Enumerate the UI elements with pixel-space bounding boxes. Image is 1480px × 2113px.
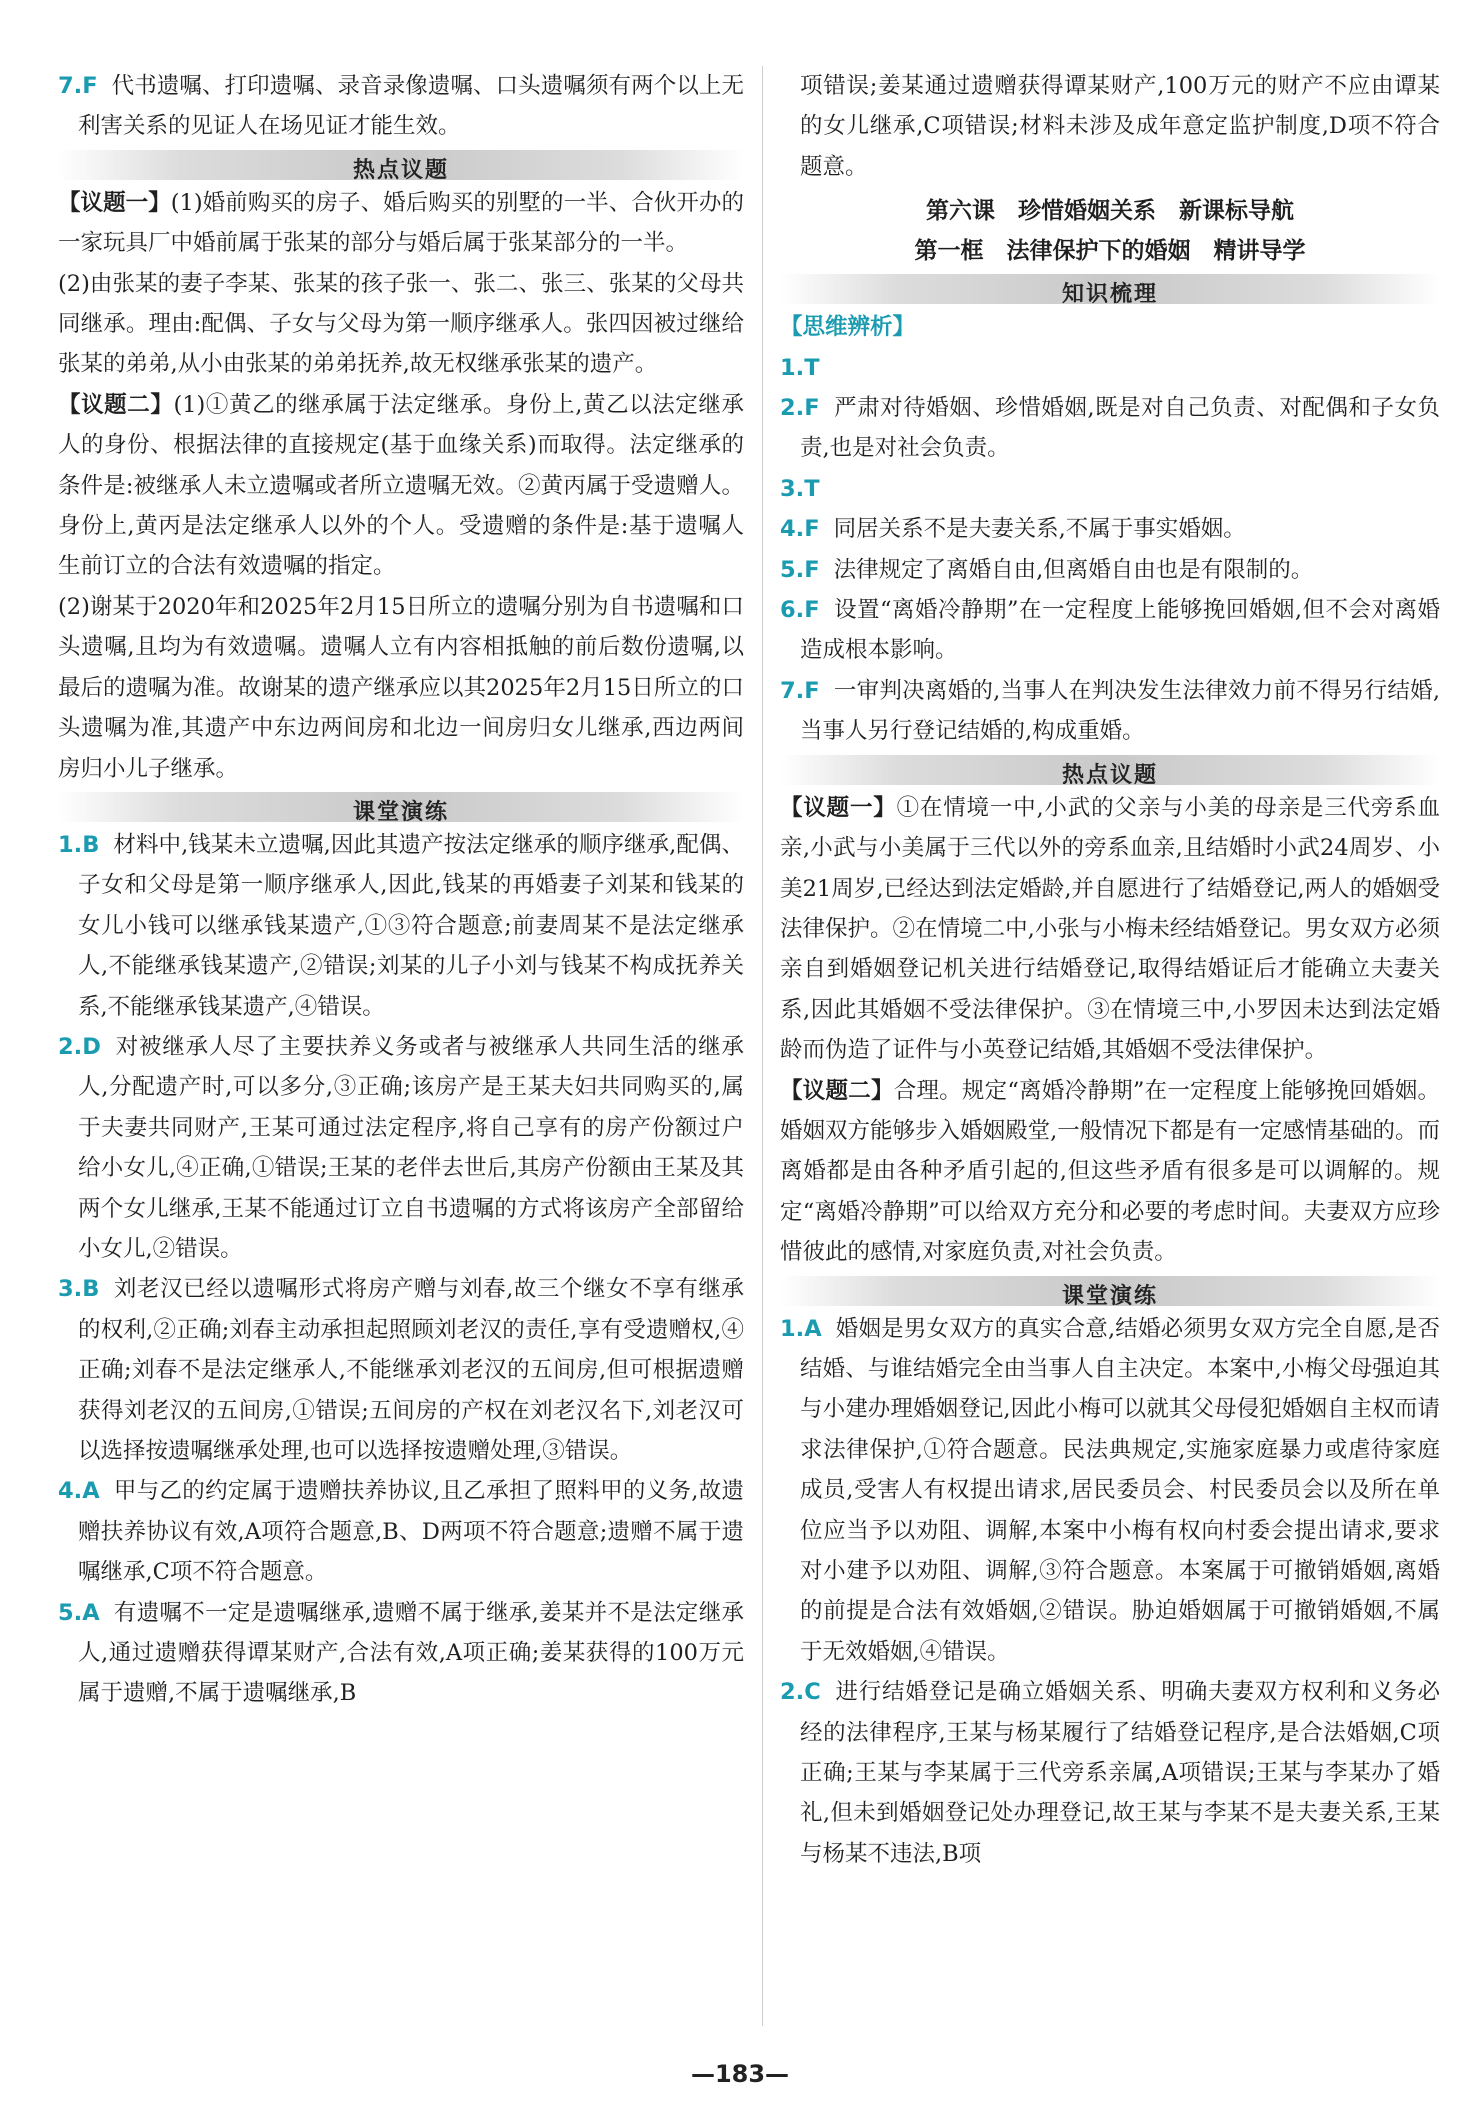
judgment-item: 7.F 一审判决离婚的,当事人在判决发生法律效力前不得另行结婚,当事人另行登记结婚的,构成重婚。: [780, 677, 1440, 745]
issue-1: 【议题一】(1)婚前购买的房子、婚后购买的别墅的一半、合伙开办的一家玩具厂中婚前属于张某的部分与婚后属于张某部分的一半。: [58, 189, 744, 257]
issue-1: 【议题一】①在情境一中,小武的父亲与小美的母亲是三代旁系血亲,小武与小美属于三代以外的旁系血亲,且结婚时小武24周岁、小美21周岁,已经达到法定婚龄,并自愿进行了结婚登记,两人的婚姻受法律保护。②在情境二中,小张与小梅未经结婚登记。男女双方必须亲自到婚姻登记机关进行结婚登记,取得结婚证后才能确立夫妻关系,因此其婚姻不受法律保护。③在情境三中,小罗因未达到法定婚龄而伪造了证件与小英登记结婚,其婚姻不受法律保护。: [780, 794, 1440, 1064]
judgment-item: 3.T: [780, 475, 820, 502]
answer-item: 1.B 材料中,钱某未立遗嘱,因此其遗产按法定继承的顺序继承,配偶、子女和父母是第一顺序继承人,因此,钱某的再婚妻子刘某和钱某的女儿小钱可以继承钱某遗产,①③符合题意;前妻周某不是法定继承人,不能继承钱某遗产,②错误;刘某的儿子小刘与钱某不构成抚养关系,不能继承钱某遗产,④错误。: [58, 831, 744, 1020]
section-header-hot-topics: 热点议题: [58, 150, 744, 180]
answer-item: 2.D 对被继承人尽了主要扶养义务或者与被继承人共同生活的继承人,分配遗产时,可以多分,③正确;该房产是王某夫妇共同购买的,属于夫妻共同财产,王某可通过法定程序,将自己享有的房产份额过户给小女儿,④正确,①错误;王某的老伴去世后,其房产份额由王某及其两个女儿继承,王某不能通过订立自书遗嘱的方式将该房产全部留给小女儿,②错误。: [58, 1033, 744, 1262]
issue-1-part-2: (2)由张某的妻子李某、张某的孩子张一、张二、张三、张某的父母共同继承。理由:配偶、子女与父母为第一顺序继承人。张四因被过继给张某的弟弟,从小由张某的弟弟抚养,故无权继承张某的遗产。: [58, 270, 744, 378]
frame-title: 第一框 法律保护下的婚姻 精讲导学: [914, 238, 1306, 265]
section-header-practice: 课堂演练: [780, 1276, 1440, 1306]
column-divider: [762, 66, 763, 2026]
section-header-knowledge: 知识梳理: [780, 274, 1440, 304]
judgment-item: 4.F 同居关系不是夫妻关系,不属于事实婚姻。: [780, 516, 1246, 543]
answer-item: 3.B 刘老汉已经以遗嘱形式将房产赠与刘春,故三个继女不享有继承的权利,②正确;刘春主动承担起照顾刘老汉的责任,享有受遗赠权,④正确;刘春不是法定继承人,不能继承刘老汉的五间房,但可根据遗赠获得刘老汉的五间房,①错误;五间房的产权在刘老汉名下,刘老汉可以选择按遗嘱继承处理,也可以选择按遗赠处理,③错误。: [58, 1276, 744, 1464]
section-header-hot-topics: 热点议题: [780, 755, 1440, 785]
section-header-practice: 课堂演练: [58, 792, 744, 822]
issue-2: 【议题二】(1)①黄乙的继承属于法定继承。身份上,黄乙以法定继承人的身份、根据法律的直接规定(基于血缘关系)而取得。法定继承的条件是:被继承人未立遗嘱或者所立遗嘱无效。②黄丙属于受遗赠人。身份上,黄丙是法定继承人以外的个人。受遗赠的条件是:基于遗嘱人生前订立的合法有效遗嘱的指定。: [58, 391, 744, 580]
answer-item: 1.A 婚姻是男女双方的真实合意,结婚必须男女双方完全自愿,是否结婚、与谁结婚完全由当事人自主决定。本案中,小梅父母强迫其与小建办理婚姻登记,因此小梅可以就其父母侵犯婚姻自主权而请求法律保护,①符合题意。民法典规定,实施家庭暴力或虐待家庭成员,受害人有权提出请求,居民委员会、村民委员会以及所在单位应当予以劝阻、调解,本案中小梅有权向村委会提出请求,要求对小建予以劝阻、调解,③符合题意。本案属于可撤销婚姻,离婚的前提是合法有效婚姻,②错误。胁迫婚姻属于可撤销婚姻,不属于无效婚姻,④错误。: [780, 1315, 1440, 1665]
thinking-label: 【思维辨析】: [780, 314, 916, 341]
judgment-item: 1.T: [780, 354, 820, 381]
left-column: [58, 66, 744, 1714]
issue-2-part-2: (2)谢某于2020年和2025年2月15日所立的遗嘱分别为自书遗嘱和口头遗嘱,且均为有效遗嘱。遗嘱人立有内容相抵触的前后数份遗嘱,以最后的遗嘱为准。故谢某的遗产继承应以其2025年2月15日所立的口头遗嘱为准,其遗产中东边两间房和北边一间房归女儿继承,西边两间房归小儿子继承。: [58, 593, 744, 782]
answer-item: 7.F 代书遗嘱、打印遗嘱、录音录像遗嘱、口头遗嘱须有两个以上无利害关系的见证人在场见证才能生效。: [58, 73, 744, 140]
answer-item: 2.C 进行结婚登记是确立婚姻关系、明确夫妻双方权利和义务必经的法律程序,王某与杨某履行了结婚登记程序,是合法婚姻,C项正确;王某与李某属于三代旁系亲属,A项错误;王某与李某办了婚礼,但未到婚姻登记处办理登记,故王某与李某不是夫妻关系,王某与杨某不违法,B项: [780, 1679, 1440, 1867]
lesson-title: 第六课 珍惜婚姻关系 新课标导航: [926, 198, 1294, 225]
issue-2: 【议题二】合理。规定“离婚冷静期”在一定程度上能够挽回婚姻。婚姻双方能够步入婚姻殿堂,一般情况下都是有一定感情基础的。而离婚都是由各种矛盾引起的,但这些矛盾有很多是可以调解的。规定“离婚冷静期”可以给双方充分和必要的考虑时间。夫妻双方应珍惜彼此的感情,对家庭负责,对社会负责。: [780, 1077, 1440, 1266]
judgment-item: 2.F 严肃对待婚姻、珍惜婚姻,既是对自己负责、对配偶和子女负责,也是对社会负责。: [780, 395, 1440, 462]
answer-item: 5.A 有遗嘱不一定是遗嘱继承,遗赠不属于继承,姜某并不是法定继承人,通过遗赠获得谭某财产,合法有效,A项正确;姜某获得的100万元属于遗赠,不属于遗嘱继承,B: [58, 1599, 744, 1707]
judgment-item: 5.F 法律规定了离婚自由,但离婚自由也是有限制的。: [780, 556, 1314, 583]
judgment-item: 6.F 设置“离婚冷静期”在一定程度上能够挽回婚姻,但不会对离婚造成根本影响。: [780, 597, 1440, 664]
answer-item: 4.A 甲与乙的约定属于遗赠扶养协议,且乙承担了照料甲的义务,故遗赠扶养协议有效,A项符合题意,B、D两项不符合题意;遗赠不属于遗嘱继承,C项不符合题意。: [58, 1478, 744, 1586]
right-column: [780, 66, 1440, 1874]
page-number: —183—: [690, 2060, 790, 2088]
continued-answer: 项错误;姜某通过遗赠获得谭某财产,100万元的财产不应由谭某的女儿继承,C项错误;材料未涉及成年意定监护制度,D项不符合题意。: [800, 73, 1440, 180]
